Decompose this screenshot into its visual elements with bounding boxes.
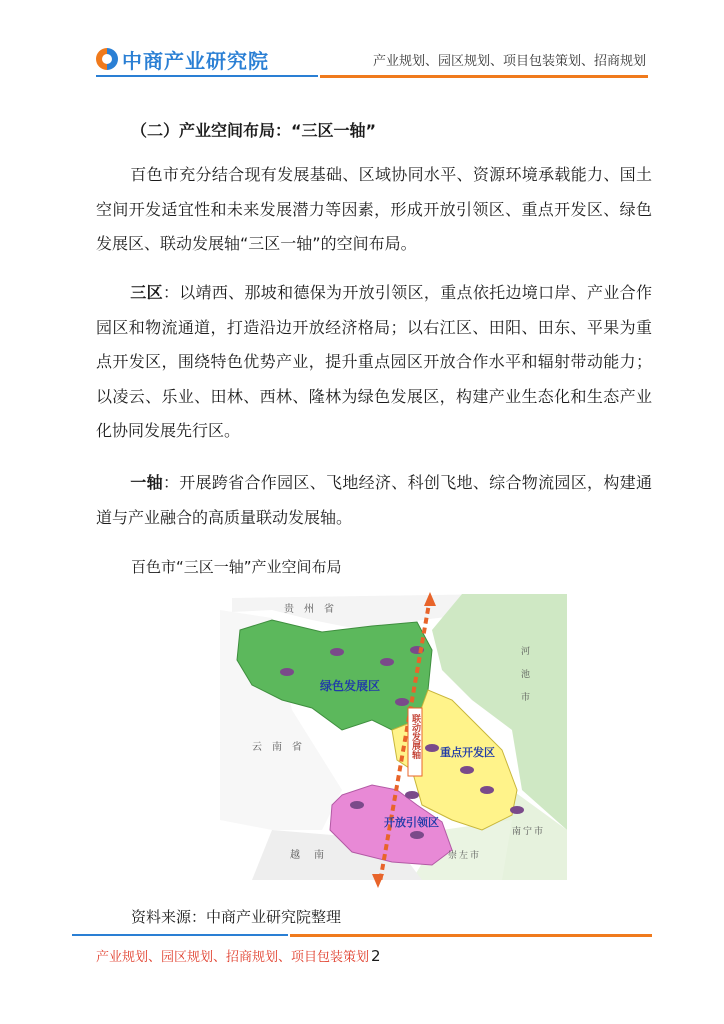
key-zone-label: 重点开发区 [440,746,495,759]
section-title: （二）产业空间布局：“三区一轴” [131,121,377,140]
figure-caption: 百色市“三区一轴”产业空间布局 [131,558,342,576]
logo-icon [96,48,118,70]
open-zone-label: 开放引领区 [384,816,439,829]
footer-divider-blue [72,934,288,936]
axis-label: 联动发展轴 [410,714,420,759]
source-note: 资料来源：中商产业研究院整理 [131,908,342,926]
vietnam-label: 越南 [290,850,338,861]
paragraph-overview [96,158,652,262]
page-header [0,0,724,80]
header-divider-orange [320,75,648,78]
header-divider-blue [96,75,318,77]
three-zones-label: 三区 [130,283,163,302]
header-tagline: 产业规划、园区规划、项目包装策划、招商规划 [372,54,646,69]
green-zone-label: 绿色发展区 [320,679,381,693]
paragraph-three-zones [96,276,652,449]
company-logo [96,44,269,74]
footer-divider-orange [290,934,652,937]
page-number: 2 [371,947,381,965]
page-footer [96,946,381,965]
one-axis-text: ：开展跨省合作园区、飞地经济、科创飞地、综合物流园区，构建通道与产业融合的高质量联动发展轴。 [96,473,652,527]
hechi-label: 河池市 [519,646,529,715]
nanning-label: 南宁市 [512,827,546,837]
one-axis-label: 一轴 [130,473,163,492]
logo-text: 中商产业研究院 [122,48,269,73]
yunnan-label: 云南省 [252,742,312,753]
footer-text: 产业规划、园区规划、招商规划、项目包装策划 [96,950,370,965]
three-zones-text: ：以靖西、那坡和德保为开放引领区，重点依托边境口岸、产业合作园区和物流通道，打造沿边开放经济格局；以右江区、田阳、田东、平果为重点开发区，围绕特色优势产业，提升重点园区开放合作水平和辐射带动能力；以凌云、乐业、田林、西林、隆林为绿色发展区，构建产业生态化和生态产业化协同发展先行区。 [96,283,652,440]
paragraph-one-axis [96,466,652,535]
paragraph-overview-text: 百色市充分结合现有发展基础、区域协同水平、资源环境承载能力、国土空间开发适宜性和未来发展潜力等因素，形成开放引领区、重点开发区、绿色发展区、联动发展轴“三区一轴”的空间布局。 [96,165,652,253]
chongzuo-label: 崇左市 [448,851,482,861]
guizhou-label: 贵州省 [284,604,344,615]
spatial-layout-map [212,590,572,890]
